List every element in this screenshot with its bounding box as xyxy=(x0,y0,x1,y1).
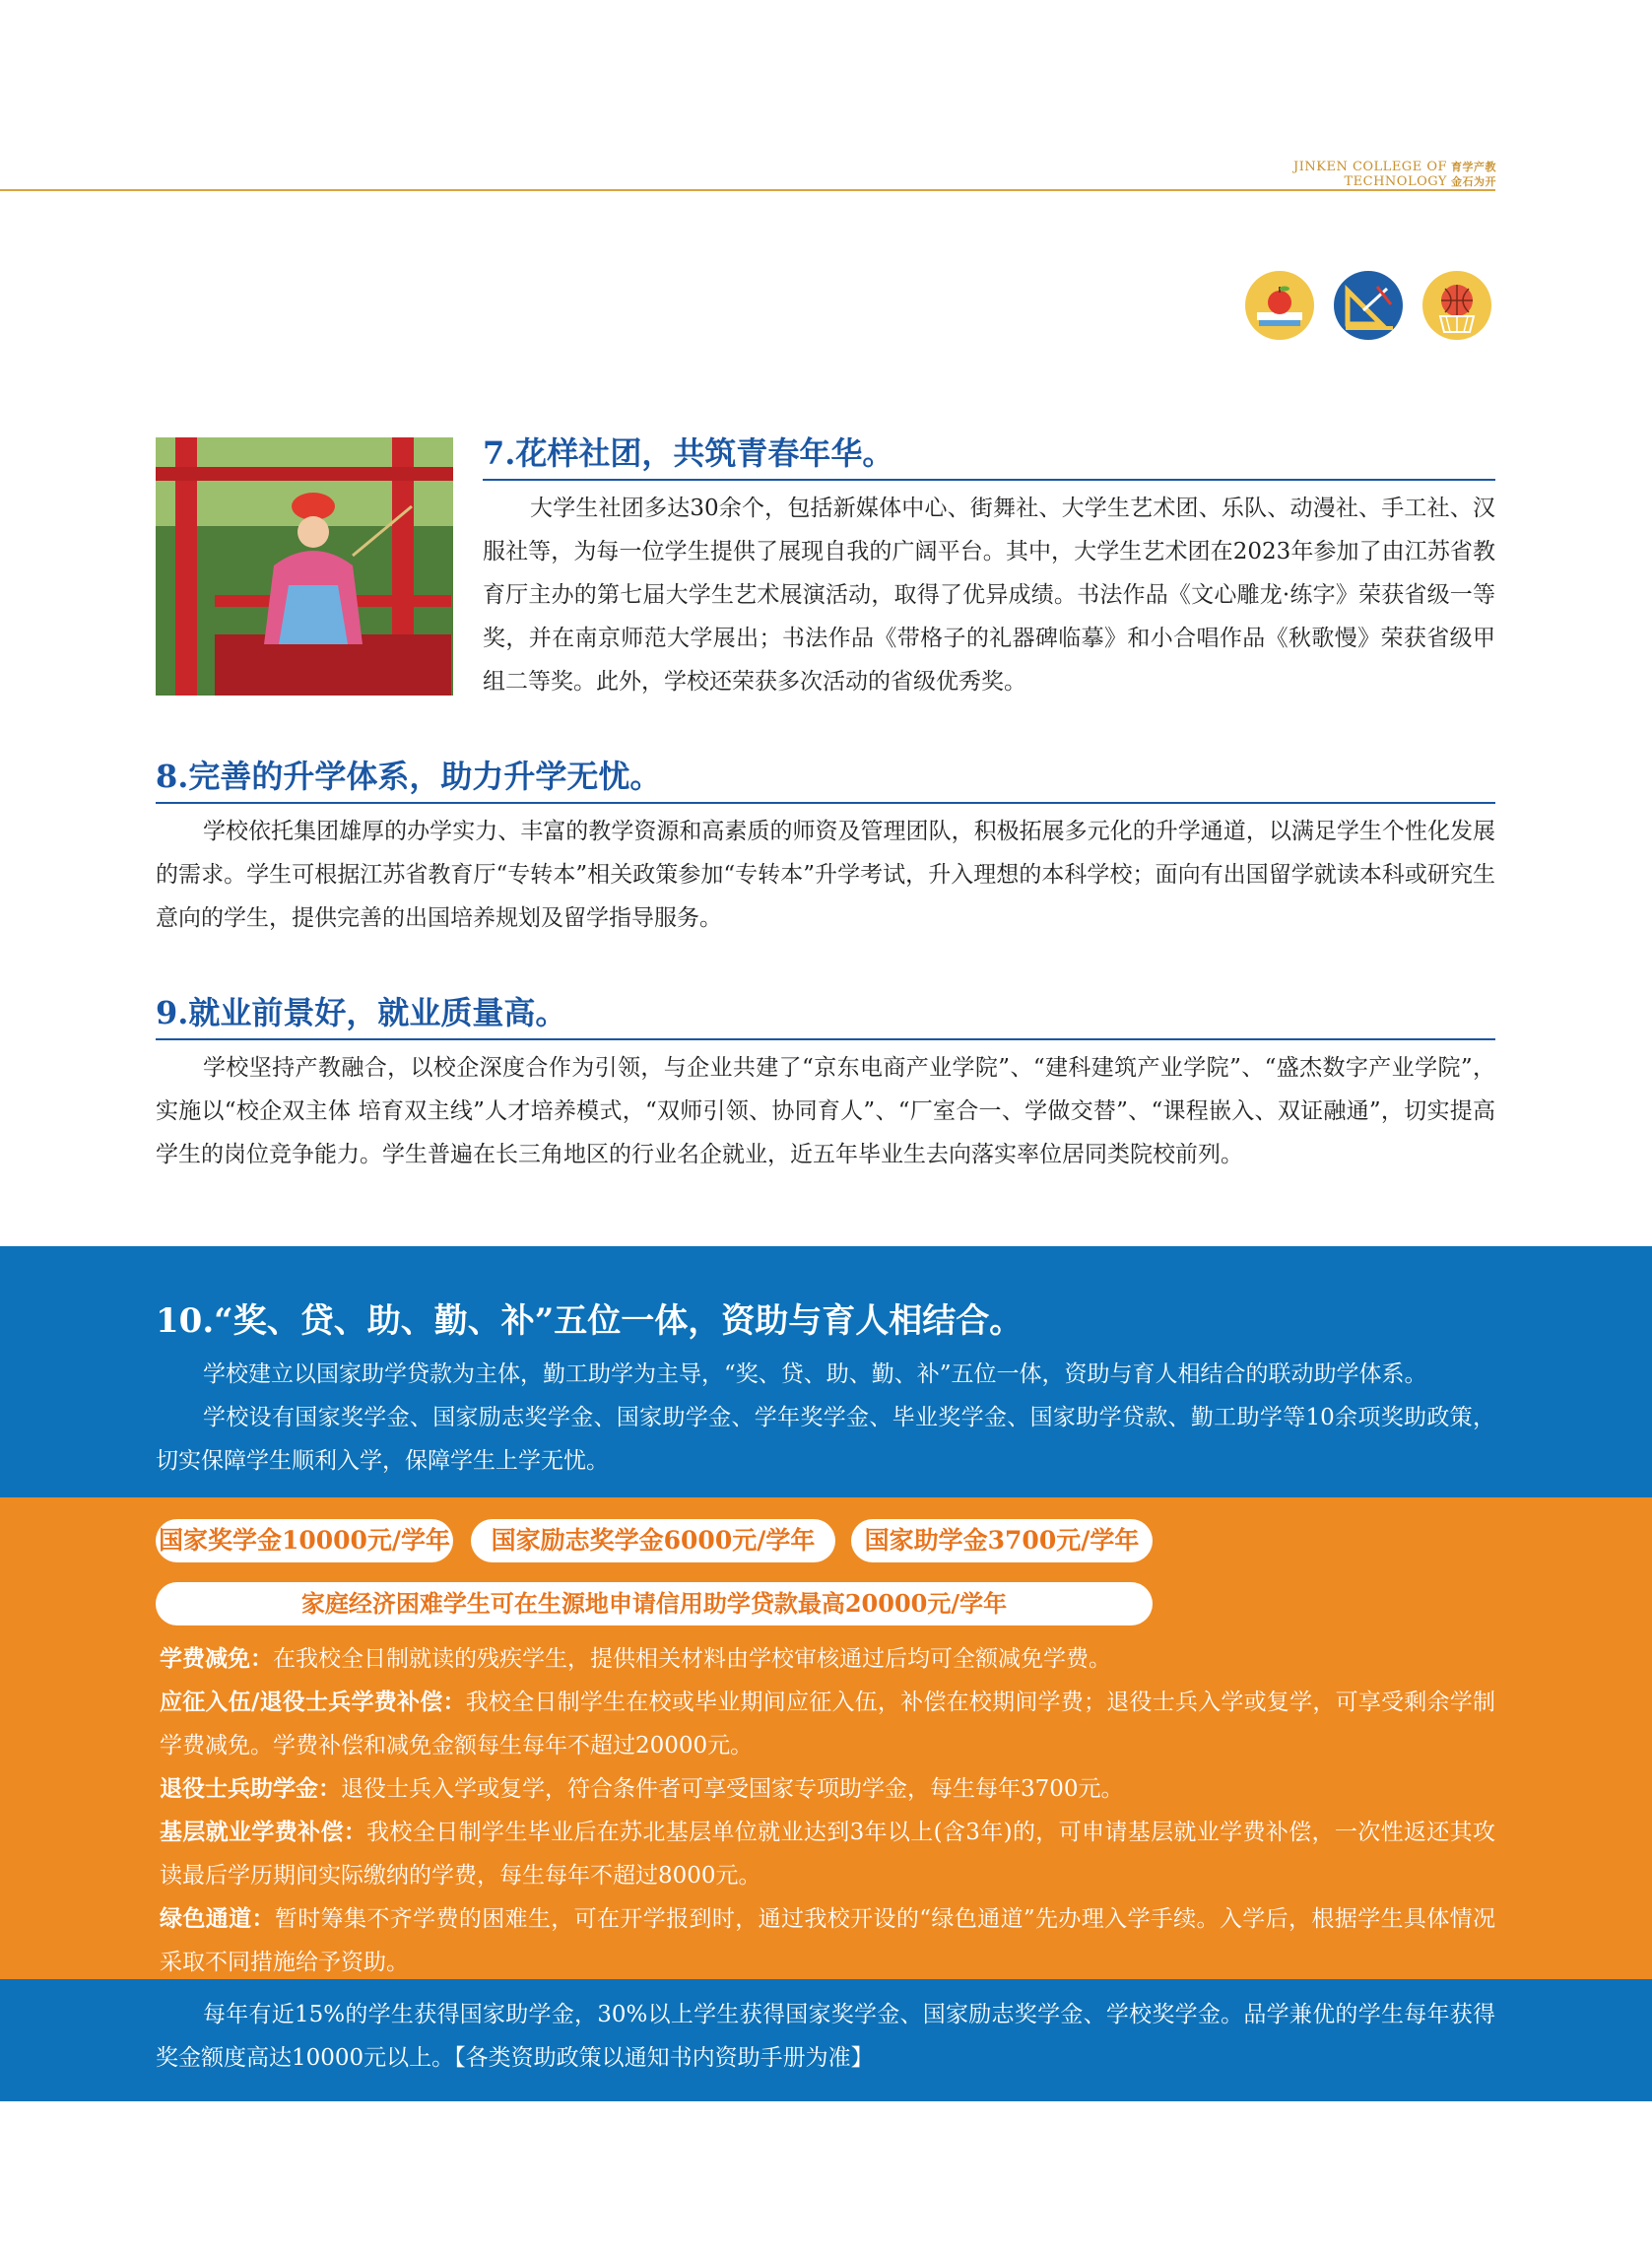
logo-en-line1: JINKEN COLLEGE OF xyxy=(1293,160,1447,174)
basketball-icon xyxy=(1422,271,1491,340)
header-rule xyxy=(0,189,1495,191)
policy-tuition-waiver xyxy=(160,1637,1495,1681)
section-10-title: 10.“奖、贷、助、勤、补”五位一体，资助与育人相结合。 xyxy=(156,1301,1024,1341)
policy-grassroots-compensation xyxy=(160,1811,1495,1897)
policy-list xyxy=(160,1637,1495,1984)
club-performance-photo xyxy=(156,437,453,696)
apple-book-icon xyxy=(1245,271,1314,340)
pill-student-loan: 家庭经济困难学生可在生源地申请信用助学贷款最高20000元/学年 xyxy=(156,1582,1153,1625)
policy-text: 在我校全日制就读的残疾学生，提供相关材料由学校审核通过后均可全额减免学费。 xyxy=(273,1646,1111,1672)
college-logo xyxy=(1293,160,1496,189)
section-9-title: 9.就业前景好，就业质量高。 xyxy=(156,991,1495,1040)
logo-cn-line2: 金石为开 xyxy=(1451,175,1496,188)
aid-policy-band xyxy=(0,1246,1652,1497)
logo-cn-line1: 育学产教 xyxy=(1451,161,1496,173)
decorative-icons xyxy=(1245,271,1491,340)
section-7-text: 大学生社团多达30余个，包括新媒体中心、街舞社、大学生艺术团、乐队、动漫社、手工社、汉服社等，为每一位学生提供了展现自我的广阔平台。其中，大学生艺术团在2023年参加了由江苏省教育厅主办的第七届大学生艺术展演活动，取得了优异成绩。书法作品《文心雕龙·练字》荣获省级一等奖，并在南京师范大学展出；书法作品《带格子的礼器碑临摹》和小合唱作品《秋歌慢》荣获省级甲组二等奖。此外，学校还荣获多次活动的省级优秀奖。 xyxy=(483,496,1495,695)
aid-summary-band xyxy=(0,1979,1652,2101)
section-8-title: 8.完善的升学体系，助力升学无忧。 xyxy=(156,755,1495,804)
policy-label: 绿色通道： xyxy=(160,1905,275,1932)
pill-national-scholarship: 国家奖学金10000元/学年 xyxy=(156,1519,453,1562)
section-8-text: 学校依托集团雄厚的办学实力、丰富的教学资源和高素质的师资及管理团队，积极拓展多元化的升学通道，以满足学生个性化发展的需求。学生可根据江苏省教育厅“专转本”相关政策参加“专转本”升学考试，升入理想的本科学校；面向有出国留学就读本科或研究生意向的学生，提供完善的出国培养规划及留学指导服务。 xyxy=(156,819,1495,931)
pill-encouragement-scholarship: 国家励志奖学金6000元/学年 xyxy=(471,1519,835,1562)
policy-label: 应征入伍/退役士兵学费补偿： xyxy=(160,1689,466,1715)
aid-summary-text: 每年有近15%的学生获得国家助学金，30%以上学生获得国家奖学金、国家励志奖学金、学校奖学金。品学兼优的学生每年获得奖金额度高达10000元以上。【各类资助政策以通知书内资助手册为准】 xyxy=(156,2002,1495,2071)
ruler-compass-icon xyxy=(1334,271,1403,340)
section-7-title: 7.花样社团，共筑青春年华。 xyxy=(483,431,1495,481)
section-7 xyxy=(483,431,1495,703)
policy-enlistment-compensation xyxy=(160,1681,1495,1767)
policy-veteran-grant xyxy=(160,1767,1495,1811)
section-9-text: 学校坚持产教融合，以校企深度合作为引领，与企业共建了“京东电商产业学院”、“建科建筑产业学院”、“盛杰数字产业学院”，实施以“校企双主体 培育双主线”人才培养模式，“双师引领、协同育人”、“厂室合一、学做交替”、“课程嵌入、双证融通”，切实提高学生的岗位竞争能力。学生普遍在长三角地区的行业名企就业，近五年毕业生去向落实率位居同类院校前列。 xyxy=(156,1055,1495,1167)
section-10-text-1: 学校建立以国家助学贷款为主体，勤工助学为主导，“奖、贷、助、勤、补”五位一体，资助与育人相结合的联动助学体系。 xyxy=(203,1361,1427,1387)
policy-label: 基层就业学费补偿： xyxy=(160,1819,367,1845)
pill-national-grant: 国家助学金3700元/学年 xyxy=(851,1519,1153,1562)
aid-details-band xyxy=(0,1497,1652,1979)
policy-label: 学费减免： xyxy=(160,1645,273,1672)
policy-label: 退役士兵助学金： xyxy=(160,1775,341,1802)
section-8 xyxy=(156,755,1495,940)
policy-green-channel xyxy=(160,1897,1495,1984)
section-10-text-2: 学校设有国家奖学金、国家励志奖学金、国家助学金、学年奖学金、毕业奖学金、国家助学贷款、勤工助学等10余项奖助政策，切实保障学生顺利入学，保障学生上学无忧。 xyxy=(156,1405,1495,1474)
section-9 xyxy=(156,991,1495,1176)
policy-text: 我校全日制学生毕业后在苏北基层单位就业达到3年以上(含3年)的，可申请基层就业学费补偿，一次性返还其攻读最后学历期间实际缴纳的学费，每生每年不超过8000元。 xyxy=(160,1820,1495,1889)
policy-text: 退役士兵入学或复学，符合条件者可享受国家专项助学金，每生每年3700元。 xyxy=(341,1776,1124,1802)
policy-text: 暂时筹集不齐学费的困难生，可在开学报到时，通过我校开设的“绿色通道”先办理入学手续。入学后，根据学生具体情况采取不同措施给予资助。 xyxy=(160,1906,1495,1975)
logo-en-line2: TECHNOLOGY xyxy=(1344,174,1447,189)
policy-text: 我校全日制学生在校或毕业期间应征入伍，补偿在校期间学费；退役士兵入学或复学，可享受剩余学制学费减免。学费补偿和减免金额每生每年不超过20000元。 xyxy=(160,1690,1495,1758)
